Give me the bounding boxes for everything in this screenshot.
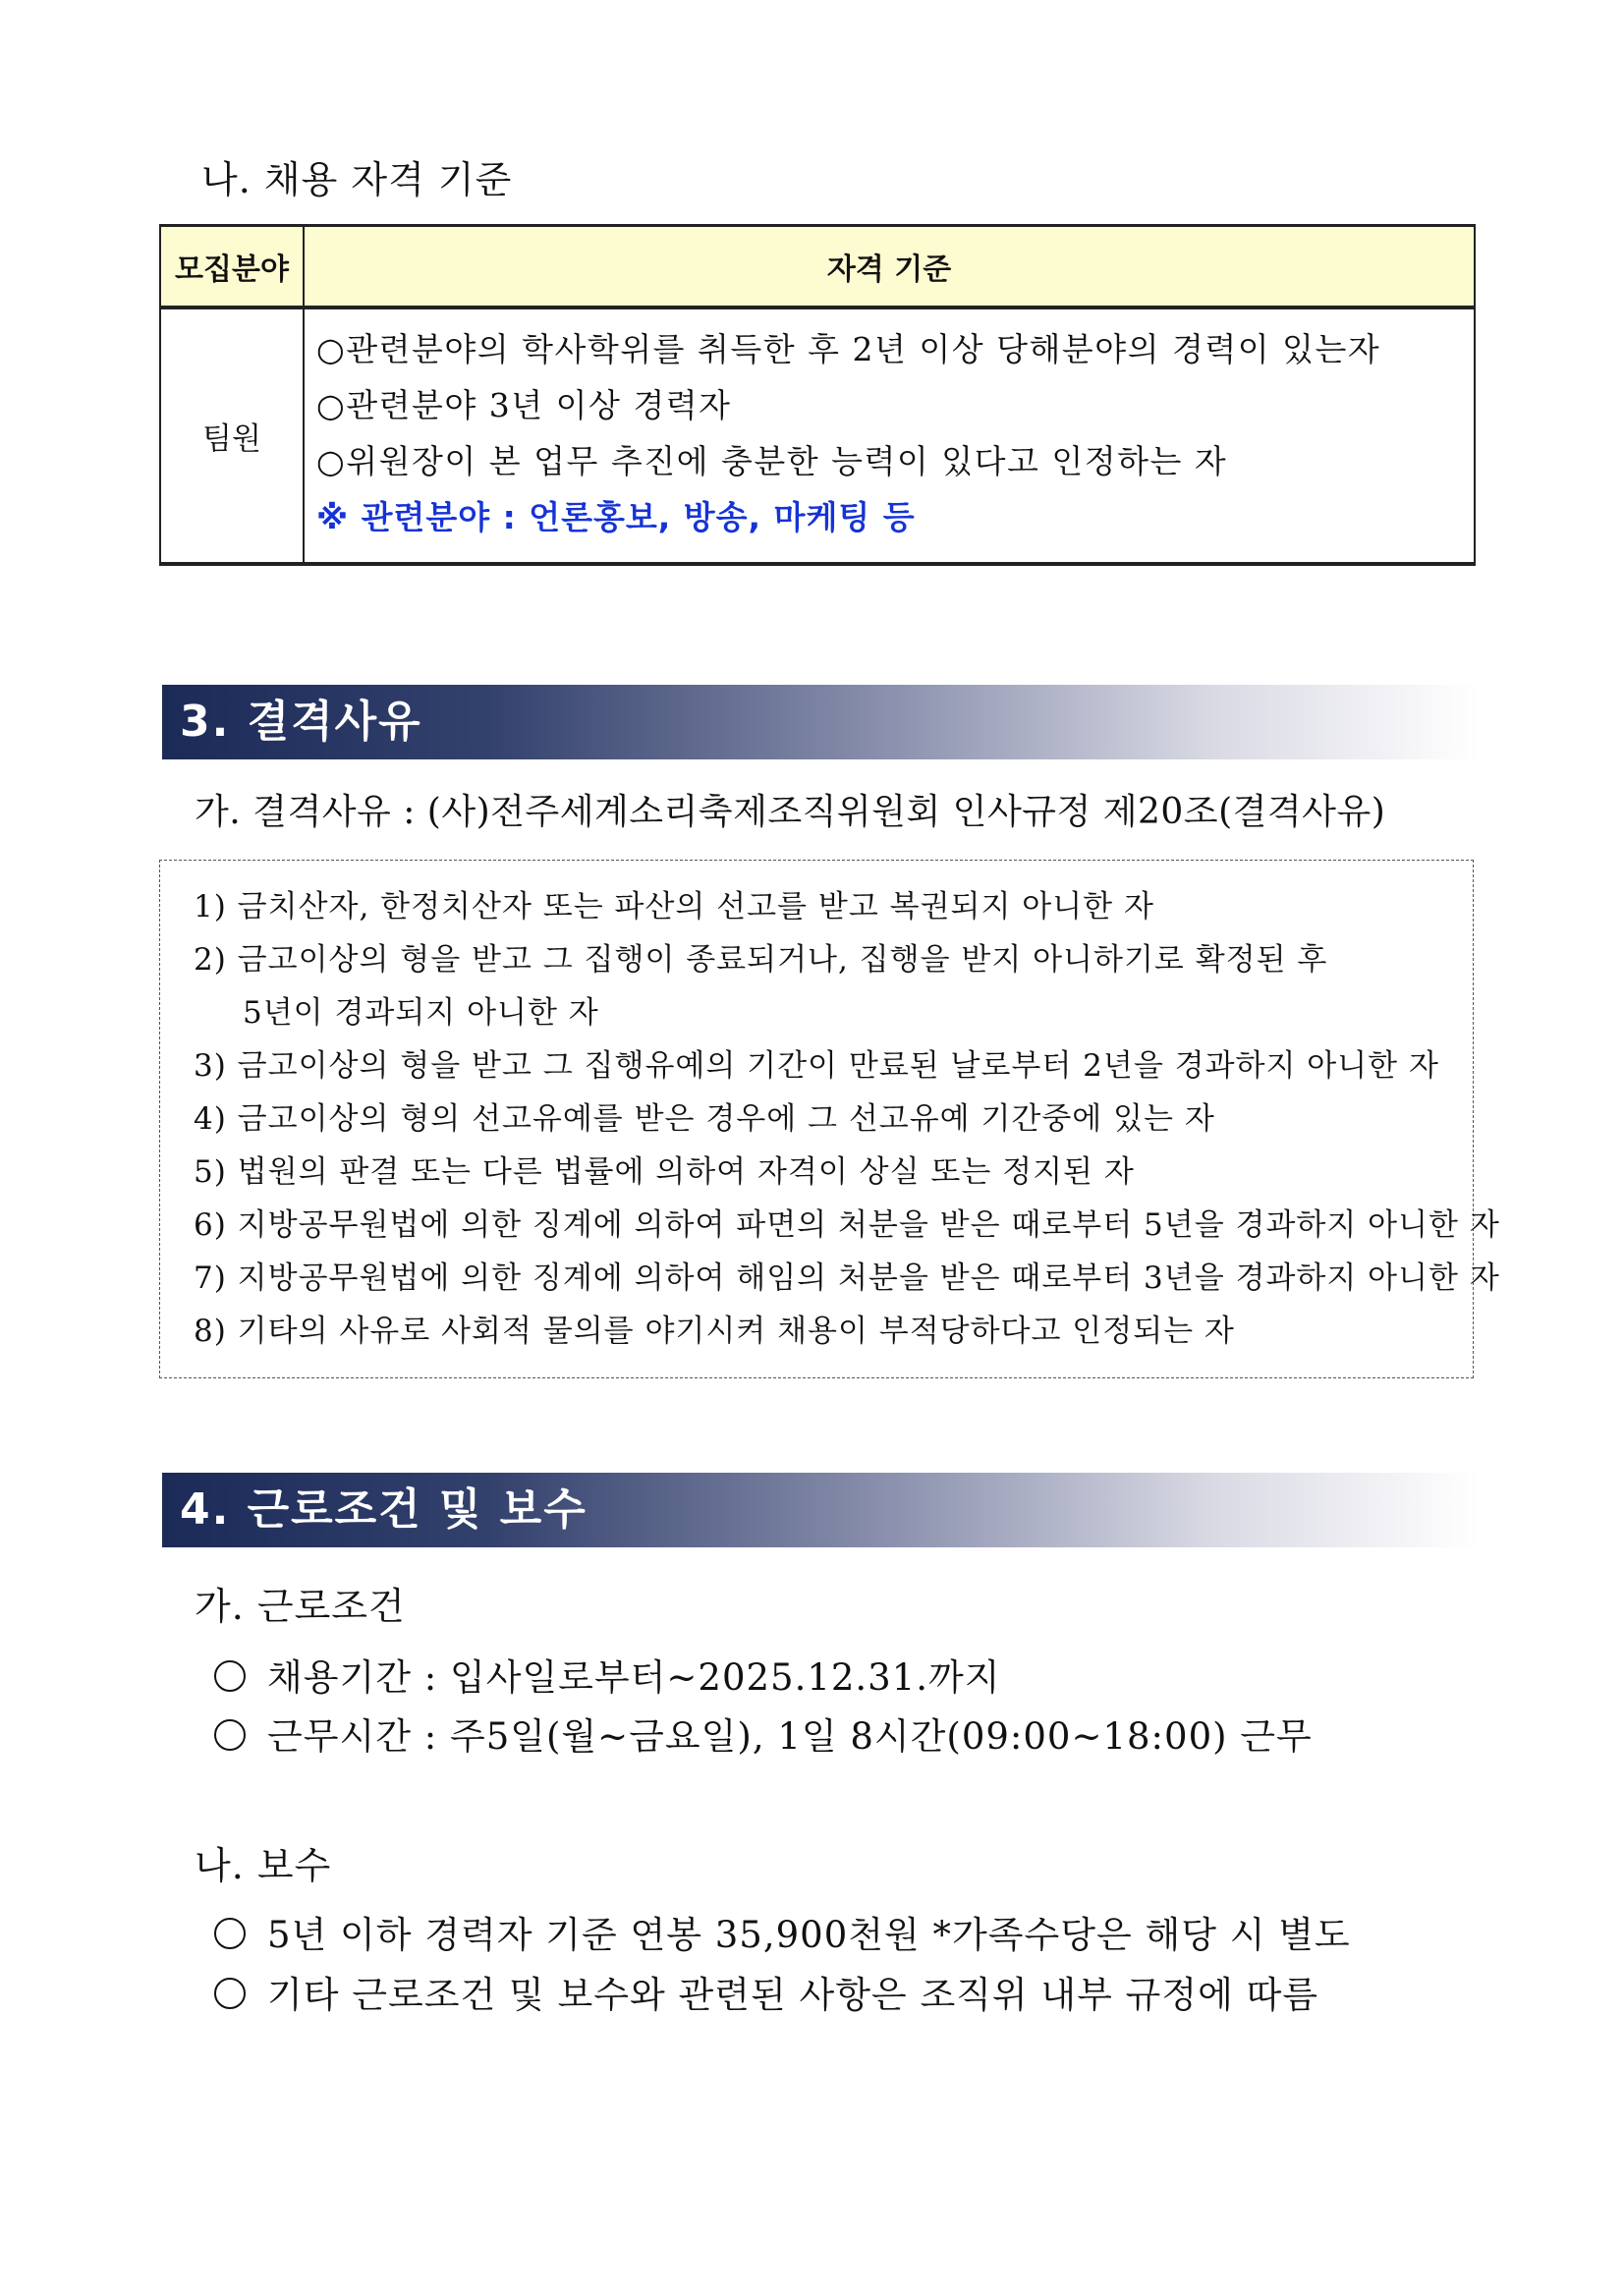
circle-bullet-icon [214, 1978, 246, 2009]
criteria-cell [304, 308, 1475, 564]
field-cell: 팀원 [160, 308, 304, 564]
table-row [160, 308, 1475, 564]
section3-title: 3. 결격사유 [180, 697, 422, 747]
conditions-heading: 가. 근로조건 [195, 1585, 406, 1628]
circle-bullet-icon [214, 1918, 246, 1949]
pay-item [214, 1905, 1351, 1958]
disqualification-list [194, 880, 1500, 1358]
header-criteria: 자격 기준 [304, 226, 1475, 308]
condition-text: 근무시간 : 주5일(월~금요일), 1일 8시간(09:00~18:00) 근무 [267, 1715, 1313, 1758]
qualification-table [159, 224, 1476, 566]
list-item-continuation: 5년이 경과되지 아니한 자 [243, 995, 599, 1031]
list-item: 2) 금고이상의 형을 받고 그 집행이 종료되거나, 집행을 받지 아니하기로 확정된 후 [194, 942, 1328, 978]
pay-text: 기타 근로조건 및 보수와 관련된 사항은 조직위 내부 규정에 따름 [267, 1974, 1319, 2016]
condition-item [214, 1707, 1313, 1760]
list-item: 4) 금고이상의 형의 선고유예를 받은 경우에 그 선고유예 기간중에 있는 자 [194, 1101, 1215, 1137]
list-item: 8) 기타의 사유로 사회적 물의를 야기시켜 채용이 부적당하다고 인정되는 자 [194, 1314, 1235, 1349]
circle-bullet-icon [214, 1719, 246, 1751]
disqualification-box [159, 860, 1500, 1378]
qualification-heading: 나. 채용 자격 기준 [201, 158, 513, 201]
section3-banner [162, 685, 1479, 759]
criteria-item: ○관련분야 3년 이상 경력자 [316, 386, 732, 424]
circle-bullet-icon [214, 1660, 246, 1692]
condition-text: 채용기간 : 입사일로부터~2025.12.31.까지 [267, 1656, 1001, 1699]
related-field-note: ※ 관련분야 : 언론홍보, 방송, 마케팅 등 [316, 498, 916, 536]
list-item: 7) 지방공무원법에 의한 징계에 의하여 해임의 처분을 받은 때로부터 3년을 경과하지 아니한 자 [194, 1260, 1500, 1296]
criteria-item: ○관련분야의 학사학위를 취득한 후 2년 이상 당해분야의 경력이 있는자 [316, 330, 1381, 368]
pay-heading: 나. 보수 [195, 1844, 332, 1887]
list-item: 3) 금고이상의 형을 받고 그 집행유예의 기간이 만료된 날로부터 2년을 경과하지 아니한 자 [194, 1048, 1439, 1084]
section4-title: 4. 근로조건 및 보수 [180, 1484, 588, 1535]
disqualification-subheading: 가. 결격사유 : (사)전주세계소리축제조직위원회 인사규정 제20조(결격사유) [195, 792, 1386, 832]
list-item: 6) 지방공무원법에 의한 징계에 의하여 파면의 처분을 받은 때로부터 5년을 경과하지 아니한 자 [194, 1207, 1500, 1243]
section4-banner [162, 1473, 1479, 1547]
list-item: 5) 법원의 판결 또는 다른 법률에 의하여 자격이 상실 또는 정지된 자 [194, 1154, 1135, 1190]
pay-item [214, 1965, 1318, 2018]
condition-item [214, 1648, 1001, 1701]
list-item: 1) 금치산자, 한정치산자 또는 파산의 선고를 받고 복권되지 아니한 자 [194, 889, 1154, 924]
pay-text: 5년 이하 경력자 기준 연봉 35,900천원 *가족수당은 해당 시 별도 [267, 1914, 1351, 1956]
header-field: 모집분야 [160, 226, 304, 308]
criteria-item: ○위원장이 본 업무 추진에 충분한 능력이 있다고 인정하는 자 [316, 442, 1228, 480]
